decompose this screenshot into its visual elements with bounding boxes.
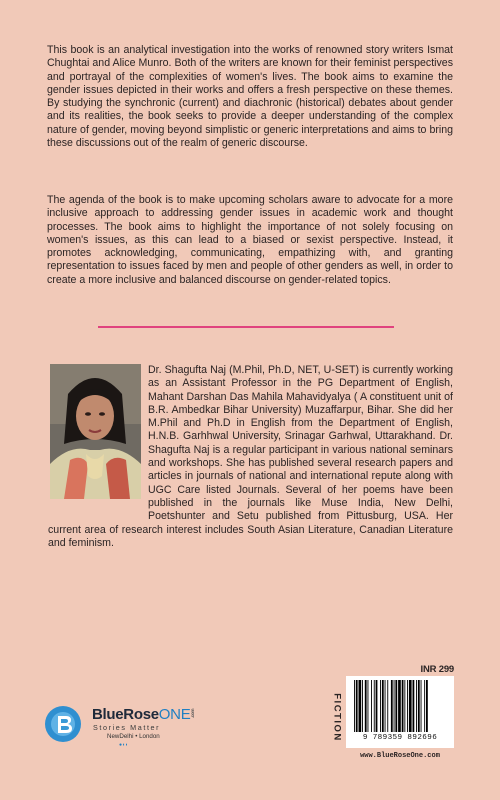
price-label: INR 299 xyxy=(420,664,454,675)
isbn-digits: 9 789359 892696 xyxy=(362,734,438,742)
synopsis-paragraph-1: This book is an analytical investigation into the works of renowned story writers Ismat Chughtai and Alice Munro. Both of the writers are known for their feminist perspectives and portrayal of the complexities of women's lives. The book aims to examine the gender issues depicted in their works and offers a fresh perspective on these themes. By studying the synchronic (current) and diachronic (historical) debates about gender and its realities, the book seeks to provide a deeper understanding of the complex nature of gender, moving beyond simplistic or generic interpretations and aims to bring these discussions out of the realm of generic discourse. xyxy=(47,44,453,150)
genre-label-container xyxy=(329,684,343,752)
publisher-brand xyxy=(92,706,200,732)
isbn-barcode xyxy=(346,676,454,748)
bluerose-logo-icon xyxy=(44,705,82,743)
publisher-tagline: Stories Matter xyxy=(93,723,161,732)
publisher-name-part2: ONE xyxy=(158,706,191,723)
genre-label: FICTION xyxy=(331,693,343,742)
publisher-tld: .com xyxy=(190,708,196,719)
author-bio: Dr. Shagufta Naj (M.Phil, Ph.D, NET, U-SET) is currently working as an Assistant Professor in the PG Department of English, Mahant Darshan Das Mahila Mahavidyalya ( A constituent unit of B.R. Ambedkar Bihar University) Muzaffarpur, Bihar. She did her M.Phil and Ph.D in English from the Department of English, H.N.B. Garhhwal University, Srinagar Garhwal, Uttarakhand. Dr. Shagufta Naj is a regular participant in various national seminars and workshops. She has published several research papers and articles in journals of national and international repute along with UGC Care listed Journals. Several of her poems have been published in the journals like Muse India, New Delhi, Poetshunter and Setu published from Pittusburg, USA. Her current area of research interest includes South Asian Literature, Canadian Literature and feminism. xyxy=(48,364,453,549)
photo-spacer xyxy=(48,364,148,515)
publisher-name-part1: BlueRose xyxy=(92,706,159,723)
section-divider xyxy=(98,326,394,328)
barcode-bars xyxy=(350,680,450,734)
publisher-name xyxy=(92,706,200,723)
author-bio-block xyxy=(48,364,453,550)
publisher-website: www.BlueRoseOne.com xyxy=(360,752,440,760)
publisher-small-icon: ●◖◗ xyxy=(119,742,129,748)
synopsis-paragraph-2: The agenda of the book is to make upcoming scholars aware to advocate for a more inclusive approach to addressing gender issues in academic work and thought processes. The book aims to highlight the importance of not solely focusing on women's issues, as this can lead to a biased or sexist perspective. Instead, it promotes acknowledging, communicating, empathizing with, and granting representation to issues faced by men and people of other genders as well, in order to create a more inclusive and balanced discourse on gender-related topics. xyxy=(47,194,453,286)
publisher-cities: NewDelhi • London xyxy=(107,733,160,740)
